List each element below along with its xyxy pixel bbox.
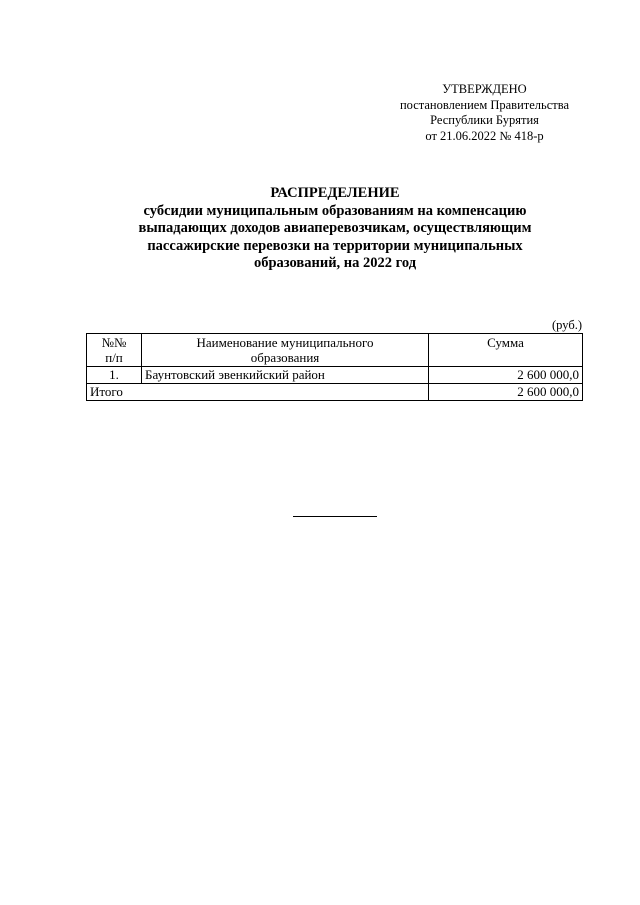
approval-stamp	[382, 82, 587, 144]
header-municipality	[142, 334, 429, 367]
row-number: 1.	[87, 367, 142, 384]
table-row	[87, 367, 583, 384]
approval-label: УТВЕРЖДЕНО	[442, 82, 527, 96]
document-title	[100, 185, 570, 273]
end-divider	[293, 516, 377, 517]
header-number	[87, 334, 142, 367]
table-header-row	[87, 334, 583, 367]
approval-decree: постановлением Правительства	[399, 97, 570, 112]
total-row	[87, 384, 583, 401]
title-line-2: субсидии муниципальным образованиям на компенсацию	[143, 202, 527, 219]
currency-unit: (руб.)	[552, 318, 582, 332]
title-line-5: образований, на 2022 год	[253, 255, 417, 271]
total-label: Итого	[87, 384, 429, 401]
header-municipality-line-1: Наименование муниципального	[196, 335, 374, 350]
total-sum: 2 600 000,0	[429, 384, 583, 401]
title-line-1: РАСПРЕДЕЛЕНИЕ	[270, 185, 400, 201]
distribution-table	[86, 333, 583, 401]
header-municipality-line-2: образования	[250, 350, 320, 365]
approval-republic: Республики Бурятия	[430, 113, 539, 127]
header-number-line-1: №№	[101, 335, 127, 350]
title-line-4: пассажирские перевозки на территории муниципальных	[147, 237, 523, 254]
row-sum: 2 600 000,0	[429, 367, 583, 384]
header-sum: Сумма	[429, 334, 583, 367]
row-municipality: Баунтовский эвенкийский район	[142, 367, 429, 384]
approval-date-number: от 21.06.2022 № 418-р	[425, 128, 544, 143]
title-line-3: выпадающих доходов авиаперевозчикам, осуществляющим	[138, 220, 532, 236]
header-number-line-2: п/п	[105, 350, 123, 365]
